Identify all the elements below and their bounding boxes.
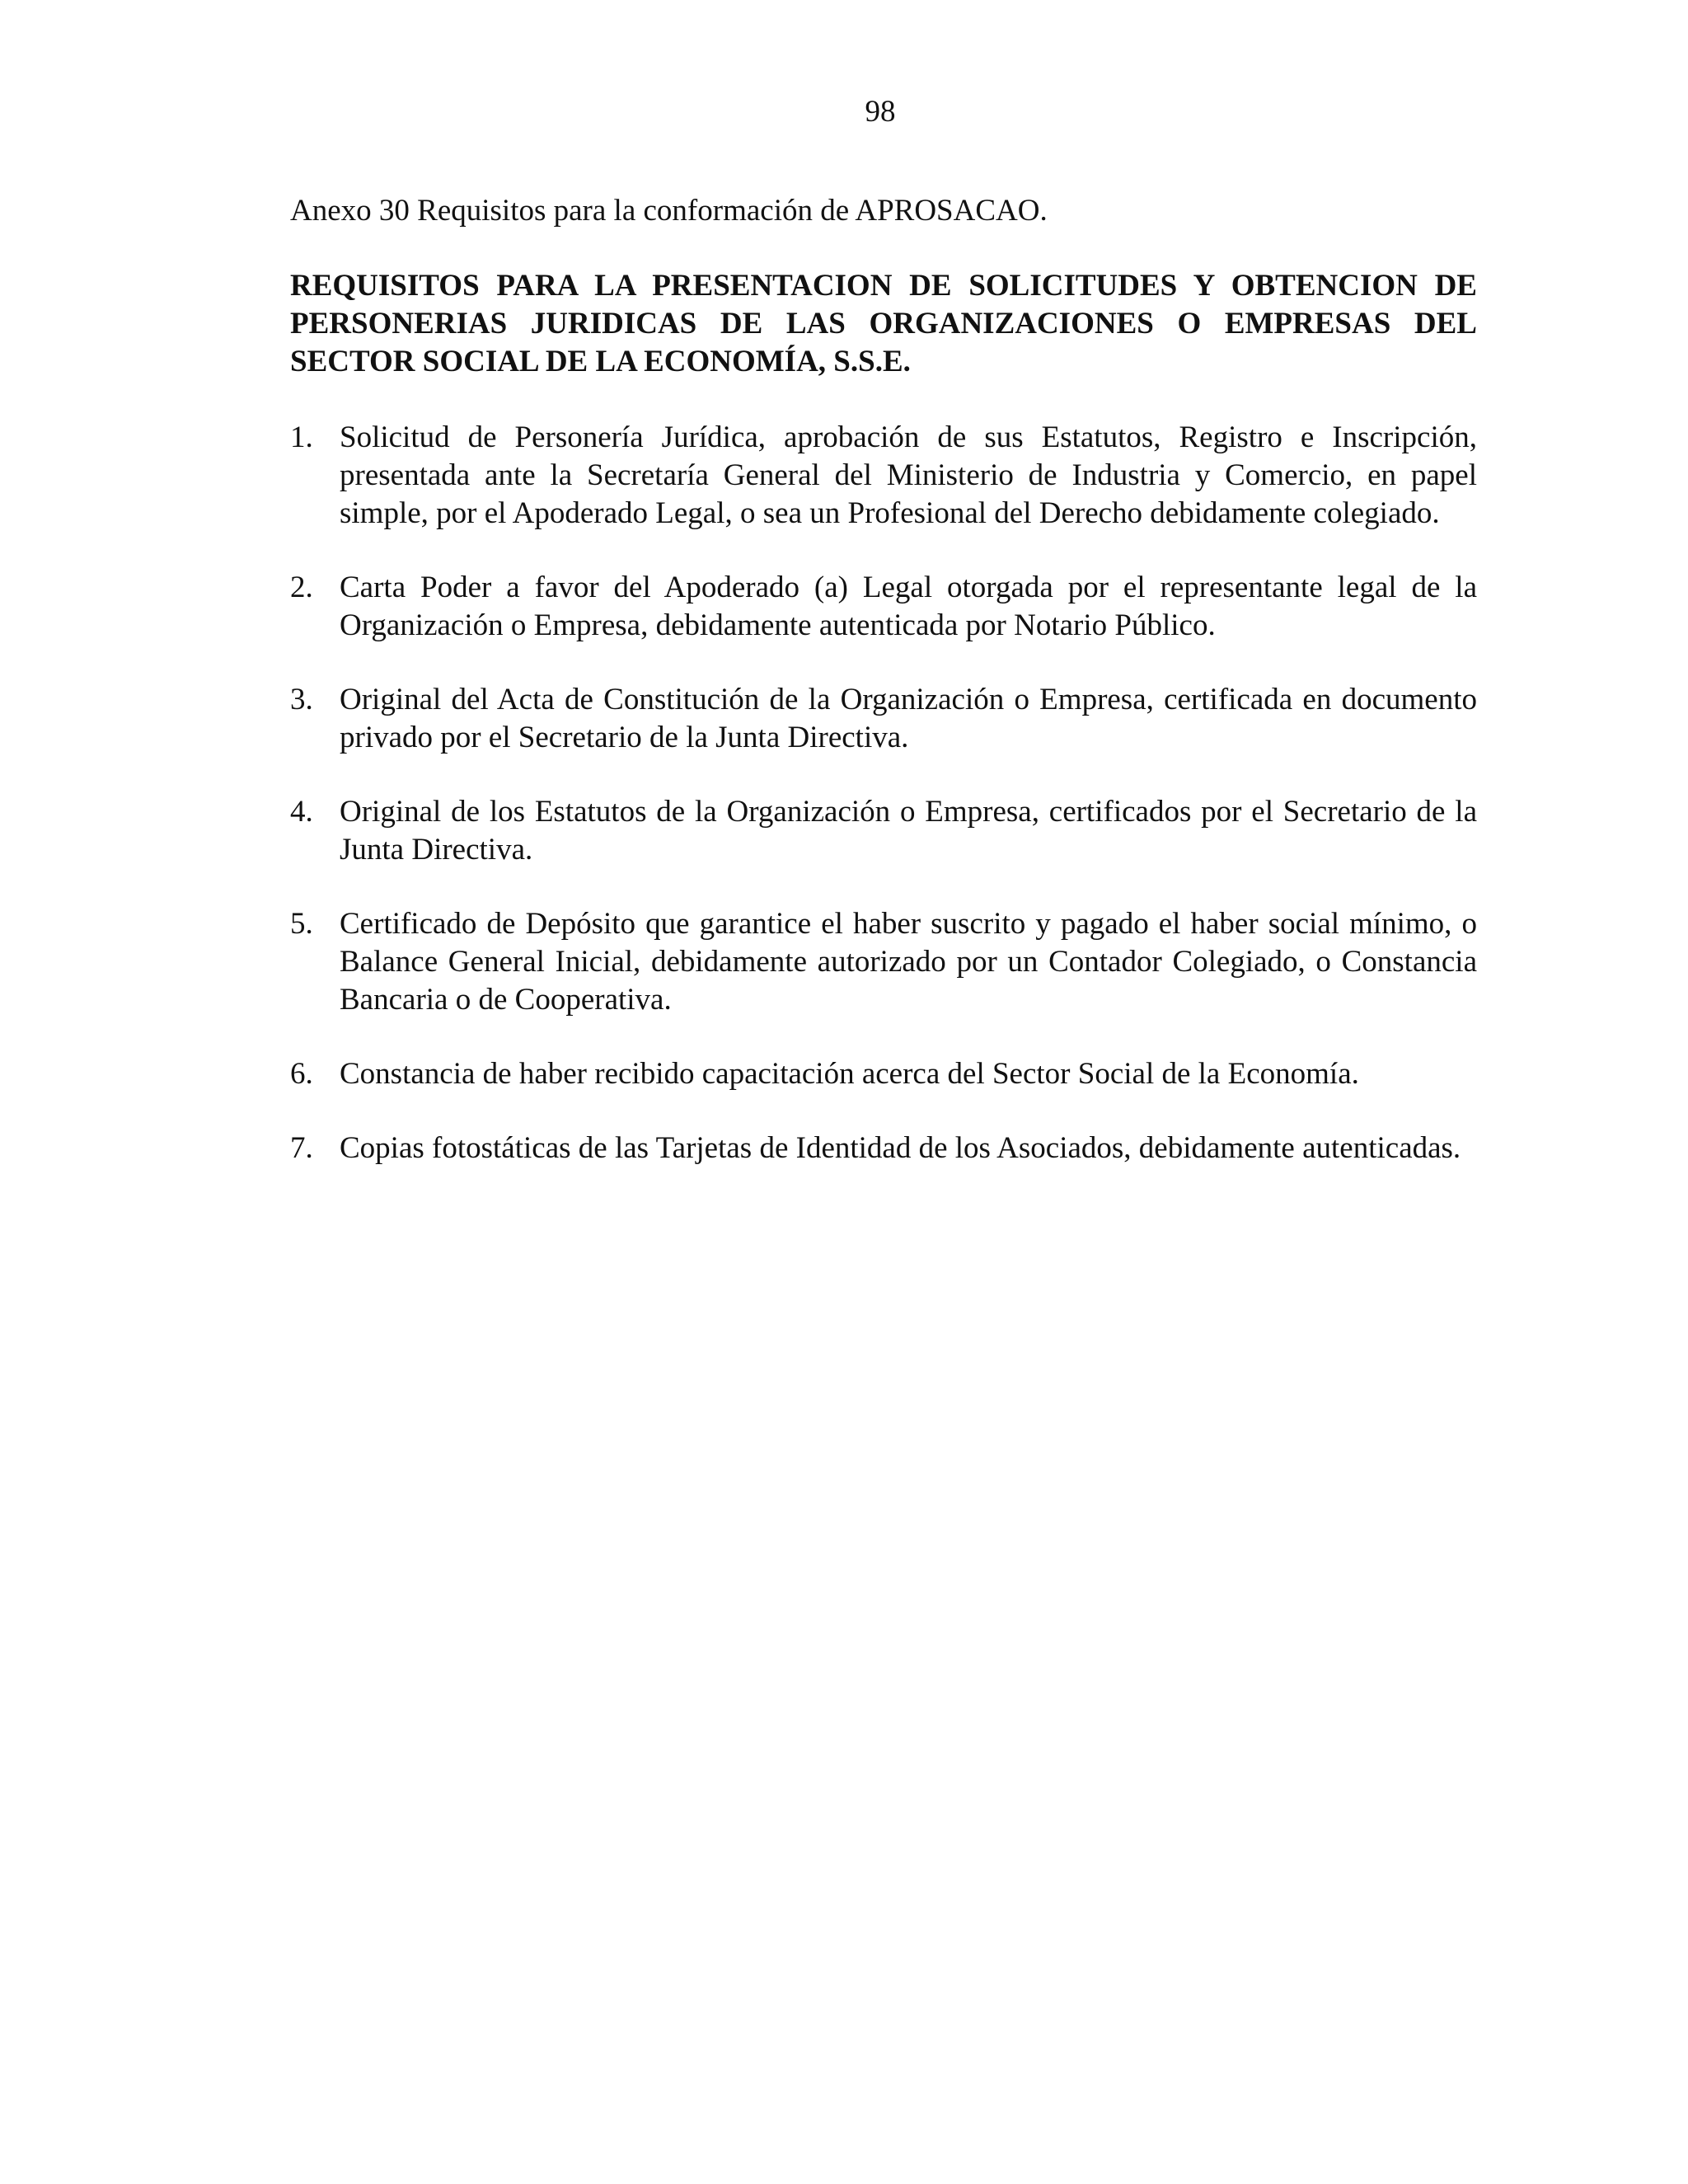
list-item-number: 5.	[290, 907, 313, 941]
list-item-text: Certificado de Depósito que garantice el haber suscrito y pagado el haber social mínimo, o Balance General Inicial, debidamente autorizado por un Contador Colegiado, o Constancia Bancaria o de Cooperativa.	[340, 907, 1477, 1017]
list-item	[290, 1130, 1477, 1167]
list-item-text: Original del Acta de Constitución de la Organización o Empresa, certificada en documento privado por el Secretario de la Junta Directiva.	[340, 683, 1477, 754]
page-number: 98	[865, 95, 896, 129]
list-item-number: 2.	[290, 571, 313, 604]
list-item-number: 1.	[290, 420, 313, 454]
list-item-text: Copias fotostáticas de las Tarjetas de Identidad de los Asociados, debidamente autenticadas.	[340, 1131, 1461, 1165]
section-heading: REQUISITOS PARA LA PRESENTACION DE SOLICITUDES Y OBTENCION DE PERSONERIAS JURIDICAS DE LAS ORGANIZACIONES O EMPRESAS DEL SECTOR SOCIAL DE LA ECONOMÍA, S.S.E.	[290, 269, 1477, 378]
list-item-text: Original de los Estatutos de la Organización o Empresa, certificados por el Secretario de la Junta Directiva.	[340, 795, 1477, 867]
annex-title: Anexo 30 Requisitos para la conformación de APROSACAO.	[290, 194, 1048, 228]
list-item-number: 3.	[290, 683, 313, 716]
list-item-text: Constancia de haber recibido capacitación acerca del Sector Social de la Economía.	[340, 1057, 1359, 1091]
requirements-list	[290, 419, 1477, 1167]
list-item-text: Carta Poder a favor del Apoderado (a) Legal otorgada por el representante legal de la Organización o Empresa, debidamente autenticada por Notario Público.	[340, 571, 1477, 642]
document-body	[290, 191, 1477, 1204]
list-item-number: 7.	[290, 1131, 313, 1165]
list-item-number: 4.	[290, 795, 313, 829]
list-item	[290, 793, 1477, 869]
list-item	[290, 569, 1477, 645]
list-item	[290, 419, 1477, 533]
list-item	[290, 1055, 1477, 1093]
list-item-number: 6.	[290, 1057, 313, 1091]
list-item	[290, 905, 1477, 1019]
list-item-text: Solicitud de Personería Jurídica, aprobación de sus Estatutos, Registro e Inscripción, presentada ante la Secretaría General del Ministerio de Industria y Comercio, en papel simple, por el Apoderado Legal, o sea un Profesional del Derecho debidamente colegiado.	[340, 420, 1477, 530]
list-item	[290, 681, 1477, 757]
